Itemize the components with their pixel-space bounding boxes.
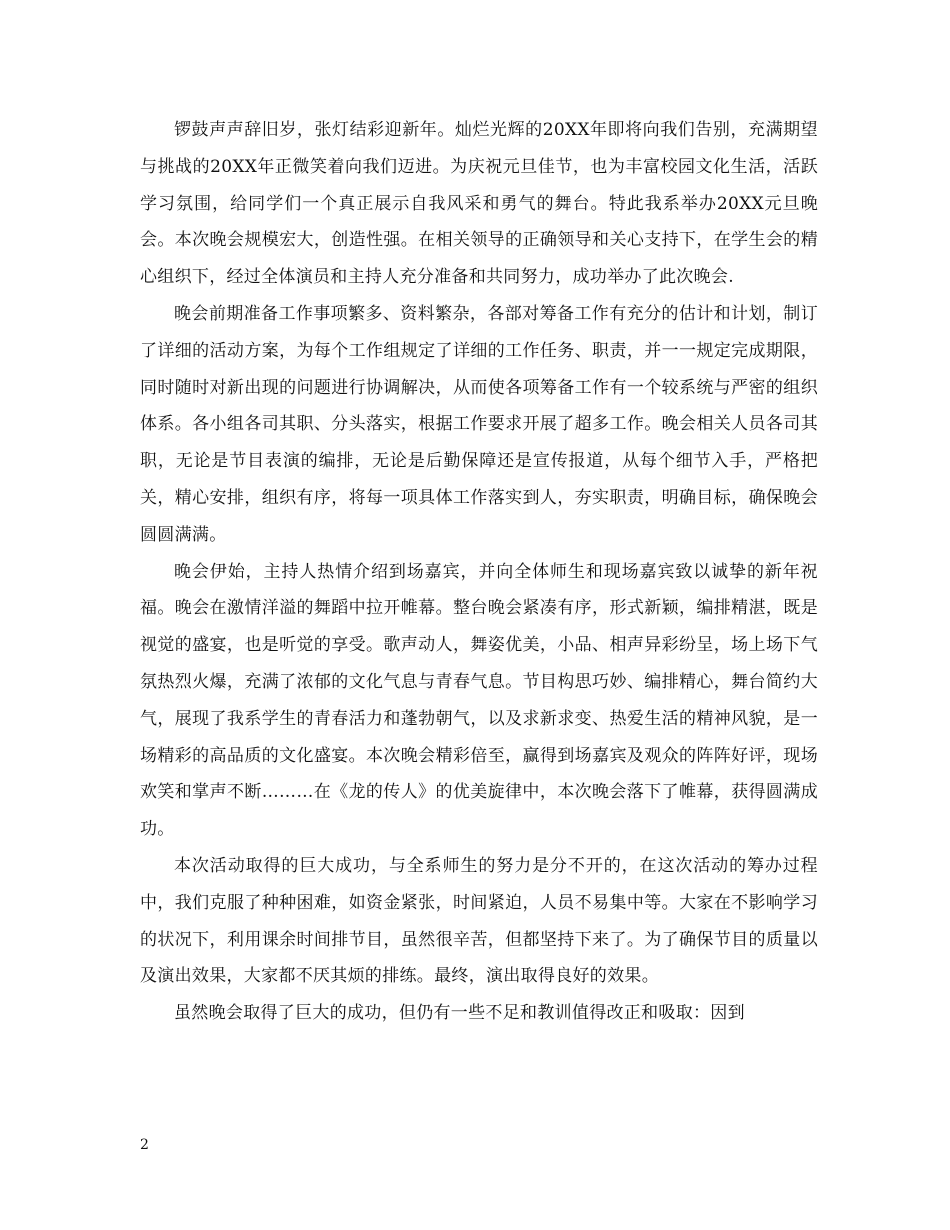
paragraph-5: 虽然晚会取得了巨大的成功，但仍有一些不足和教训值得改正和吸取：因到: [174, 1003, 745, 1024]
page-number: 2: [140, 1137, 149, 1153]
paragraph-4: 本次活动取得的巨大成功，与全系师生的努力是分不开的，在这次活动的筹办过程中，我们克服了种种困难，如资金紧张，时间紧迫，人员不易集中等。大家在不影响学习的状况下，利用课余时间排节目，虽然很辛苦，但都坚持下来了。为了确保节目的质量以及演出效果，大家都不厌其烦的排练。最终，演出取得良好的效果。: [140, 855, 818, 987]
paragraph-3: 晚会伊始，主持人热情介绍到场嘉宾，并向全体师生和现场嘉宾致以诚挚的新年祝福。晚会在激情洋溢的舞蹈中拉开帷幕。整台晚会紧凑有序，形式新颖，编排精湛，既是视觉的盛宴，也是听觉的享受。歌声动人，舞姿优美，小品、相声异彩纷呈，场上场下气氛热烈火爆，充满了浓郁的文化气息与青春气息。节目构思巧妙、编排精心，舞台简约大气，展现了我系学生的青春活力和蓬勃朝气，以及求新求变、热爱生活的精神风貌，是一场精彩的高品质的文化盛宴。本次晚会精彩倍至，赢得到场嘉宾及观众的阵阵好评，现场欢笑和掌声不断………在《龙的传人》的优美旋律中，本次晚会落下了帷幕，获得圆满成功。: [140, 561, 818, 840]
paragraph-1: 锣鼓声声辞旧岁，张灯结彩迎新年。灿烂光辉的20XX年即将向我们告别，充满期望与挑战的20XX年正微笑着向我们迈进。为庆祝元旦佳节，也为丰富校园文化生活，活跃学习氛围，给同学们一个真正展示自我风采和勇气的舞台。特此我系举办20XX元旦晚会。本次晚会规模宏大，创造性强。在相关领导的正确领导和关心支持下，在学生会的精心组织下，经过全体演员和主持人充分准备和共同努力，成功举办了此次晚会.: [140, 120, 818, 288]
paragraph-2: 晚会前期准备工作事项繁多、资料繁杂，各部对筹备工作有充分的估计和计划，制订了详细的活动方案，为每个工作组规定了详细的工作任务、职责，并一一规定完成期限，同时随时对新出现的问题进行协调解决，从而使各项筹备工作有一个较系统与严密的组织体系。各小组各司其职、分头落实，根据工作要求开展了超多工作。晚会相关人员各司其职，无论是节目表演的编排，无论是后勤保障还是宣传报道，从每个细节入手，严格把关，精心安排，组织有序，将每一项具体工作落实到人，夯实职责，明确目标，确保晚会圆圆满满。: [140, 303, 818, 545]
document-body: [140, 112, 818, 1032]
